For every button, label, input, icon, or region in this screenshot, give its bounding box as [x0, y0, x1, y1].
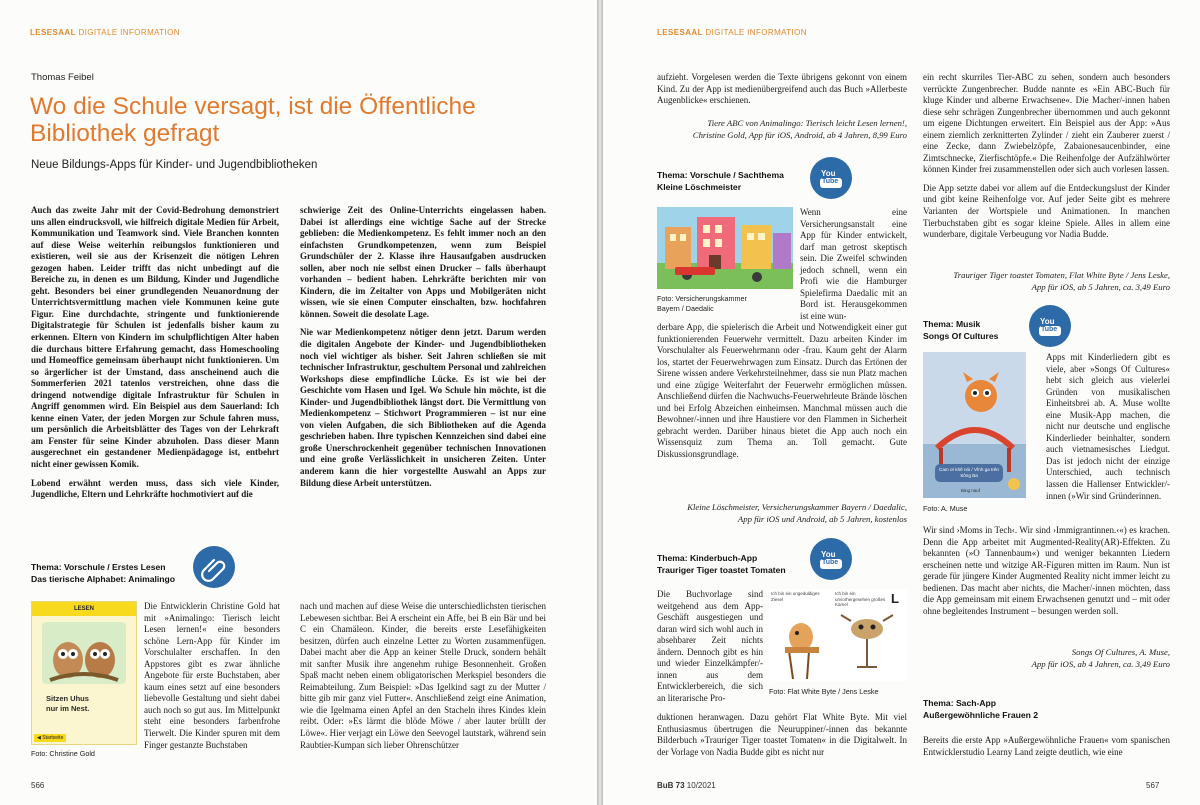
app-title: Außergewöhnliche Frauen 2 [923, 710, 1039, 720]
photo-credit: Foto: Flat White Byte / Jens Leske [769, 687, 879, 696]
app-title: Das tierische Alphabet: Animalingo [31, 574, 176, 584]
body-paragraph: ein recht skurriles Tier-ABC zu sehen, sondern auch besonders verrückte Zungenbrecher. Budde nannte es »Ein ABC-Buch für kluge Kinder und alberne Erwachsene«. Die Macher/-innen haben diese sehr schrägen Zungenbrecher übernommen und auch gekonnt um eigene Dichtungen erweitert. Ein Beispiel aus der App: »Aus einem ziemlich zerknitterten Zylinder / zieht ein Zauberer zuerst / eine Zecke, dann Zwiebelzöpfe, Zabaionesaucenbinder, eine Zimtschnecke, Zierfischtöpfe.« Die Reihenfolge der Aufzählwörter können Kinder frei zusammenstellen oder sich auch vorlesen lassen. [923, 72, 1170, 175]
running-head-right: LESESAAL DIGITALE INFORMATION [657, 28, 807, 37]
running-head-left: LESESAAL DIGITALE INFORMATION [30, 28, 180, 37]
tiger-screenshot [769, 589, 907, 681]
frauen-text: Bereits die erste App »Außergewöhnliche Frauen« vom spanischen Entwicklerstudio Learny Land zeigte deutlich, wie eine [923, 735, 1170, 757]
youtube-icon[interactable]: You Tube [810, 157, 852, 199]
link-icon [193, 546, 235, 588]
section-theme-tiger [657, 552, 786, 576]
illus-caption-right: Ich bin ein unvorhergesehen großes Kamel [835, 591, 886, 607]
owl-illustration [40, 620, 128, 686]
issue-label: BuB 73 10/2021 [657, 781, 716, 790]
loeschmeister-screenshot [657, 207, 793, 289]
app-title: Trauriger Tiger toastet Tomaten [657, 565, 786, 575]
alphabet-text-c: aufzieht. Vorgelesen werden die Texte übrigens gekonnt von einem Kind. Zu der App ist medienübergreifend auch das Buch »Allerbeste Augenblicke« erschienen. [657, 72, 907, 106]
youtube-icon[interactable]: You Tube [1029, 305, 1071, 347]
loeschmeister-text-side: Wenn eine Versicherungsanstalt eine App für Kinder entwickelt, darf man getrost skeptisch sein. Die Zweifel schwinden jedoch schnell, wenn ein Profi wie die Hamburger Spielefirma Daedalic mit an Bord ist. Herausgekommen ist eine wun- [800, 207, 907, 321]
tiger-text-side: Die Buchvorlage sind weitgehend aus dem App-Geschäft ausgestiegen und daran wird sich wohl auch in absehbarer Zeit nichts ändern. Dennoch gibt es hin und wieder Einzelkämpfer/-innen aus dem Entwicklerbereich, die sich an literarische Pro- [657, 589, 763, 703]
theme-label: Thema: Vorschule / Sachthema [657, 170, 784, 180]
illus-letter: L [891, 591, 899, 606]
intro-column-2 [300, 205, 546, 489]
animalingo-screenshot [31, 601, 137, 745]
app-meta-songs: Songs Of Cultures, A. Muse, App für iOS, ab 4 Jahren, ca. 3,49 Euro [1031, 647, 1170, 669]
section-theme-songs [923, 318, 998, 342]
theme-label: Thema: Vorschule / Erstes Lesen [31, 562, 166, 572]
intro-paragraph: Auch das zweite Jahr mit der Covid-Bedrohung demonstriert uns allen eindrucksvoll, wie hilfreich digitale Medien für Arbeit, Kommunikation und Teamwork sind. Viele Branchen konnten auf diese Weise weiterhin reibungslos funktionieren und existieren, weil sie aus der Krisenzeit die nötigen Lehren gezogen haben. Leider trifft das nicht unbedingt auf die Bereiche zu, in denen es um Bildung, Kinder und Jugendliche geht. Besonders bei einer grundlegenden Neuanordnung der Unterrichtsvermittlung machen viele Kommunen keine gute Figur. Eine durchdachte, stringente und funktionierende Digitalstrategie für Schulen ist jedenfalls bisher kaum zu erkennen. Eltern von Kindern im schulpflichtigen Alter haben die durchaus bittere Erfahrung gemacht, dass Homeschooling und Homeoffice gemeinsam überhaupt nicht funktionieren. Um so ärgerlicher ist der Umstand, dass anscheinend auch die Sommerferien 2021 tatenlos verstreichen, ohne dass die dringend notwendige digitale Infrastruktur für Schulen in Angriff genommen wird. Ein Beispiel aus dem Sauerland: Ich kenne einen Vater, der jeden Morgen zur Schule fahren muss, um persönlich die Arbeitsblätter des Tages von der Lehrkraft am Fenster für seine Kinder abzuholen. Dass dieser Mann ausgerechnet ein gestandener Medienpädagoge ist, entbehrt nicht einer gewissen Komik. [31, 205, 279, 470]
theme-label: Thema: Kinderbuch-App [657, 553, 758, 563]
author-name: Thomas Feibel [31, 72, 94, 83]
theme-label: Thema: Musik [923, 319, 981, 329]
songs-text-side: Apps mit Kinderliedern gibt es viele, aber »Songs Of Cultures« hebt sich gleich aus vielerlei Gründen von musikalischen Einheitsbrei ab. A. Muse wollte eine Musik-App machen, die nicht nur deutsche und englische Kinderlieder beinhalter, sondern auch vietnamesisches Liedgut. Das ist jedoch nicht der einzige Unterschied, auch technisch lassen die Hallenser Entwickler/-innen (»Wir sind Gründerinnen. [1046, 352, 1170, 501]
illus-footer: ◀ Startseite [34, 734, 66, 742]
illus-caption-left: Ich bin ein ungeduldiges Ziesel [771, 591, 820, 602]
intro-paragraph: Nie war Medienkompetenz nötiger denn jetzt. Darum werden die digitalen Angebote der Kinder- und Jugendbibliotheken noch viel wichtiger als bisher. Seit Jahren schließen sie mit technischer Infrastruktur, geschultem Personal und zahlreichen Workshops diese empfindliche Lücke. Es ist wie bei der Geschichte vom Hasen und Igel. Wo Schule hin möchte, ist die Kinder- und Jugendbibliothek längst dort. Die Vermittlung von Medienkompetenz – Stichwort Programmieren – ist nur eine von vielen Aufgaben, die sich Bibliotheken auf die Agenda geschrieben haben. Ihre typischen Kennzeichen sind dabei eine große Unerschrockenheit gegenüber technischen Innovationen und eine große Verlässlichkeit in unsicheren Zeiten. Unter anderem kann die hier vorgestellte Auswahl an Apps zur Bildung diese Arbeit unterstützen. [300, 327, 546, 488]
left-page [0, 0, 597, 805]
intro-paragraph: schwierige Zeit des Online-Unterrichts eingelassen haben. Dabei ist allerdings eine wichtige Sache auf der Strecke geblieben: die Medienkompetenz. Es fehlt immer noch an den einfachsten Grundkompetenzen, wenn zum Beispiel Grundschüler der 2. Klasse ihre Hausaufgaben ausdrucken sollen, aber noch nie selbst einen Drucker – falls überhaupt vorhanden – bedient haben. Lehrkräfte berichten mir von Kindern, die im Zeitalter von Apps und Mobilgeräten nicht wissen, wie sie einen Computer einschalten, bzw. hochfahren können. Soweit die desolate Lage. [300, 205, 546, 319]
section-theme-frauen [923, 697, 1038, 721]
tiger-text-full: duktionen heranwagen. Dazu gehört Flat White Byte. Mit viel Enthusiasmus übertrugen die Neuruppiner/-innen das bekannte Bilderbuch »Trauriger Tiger toastet Tomaten« in die Digitalwelt. In der Vorlage von Nadia Budde gibt es nicht nur [657, 712, 907, 757]
intro-column-1 [31, 205, 279, 501]
app-meta-loeschmeister: Kleine Löschmeister, Versicherungskammer Bayern / Daedalic, App für iOS und Android, ab 5 Jahren, kostenlos [687, 502, 907, 524]
songs-text-full: Wir sind ›Moms in Tech‹. Wir sind ›Immigrantinnen.‹«) es krachen. Denn die App arbeitet mit Augmented-Reality(AR)-Effekten. Zu bekannten (»O Tannenbaum«) und weniger bekannten Liedern erscheinen nette und witzige AR-Figuren mitten im Raum. Nun ist gerade für jüngere Kinder Augmented Reality nicht immer leicht zu bedienen. Das macht aber nichts, die Macher/-innen möchten, dass die App gemeinsam mit einem Erwachsenen genutzt und – mit oder ohne begleitendes Instrument – besungen werden soll. [923, 525, 1170, 616]
section-theme-alphabet [31, 561, 175, 585]
right-page [603, 0, 1200, 805]
page-number-left: 566 [31, 781, 45, 790]
body-paragraph: Die App setzte dabei vor allem auf die Entdeckungslust der Kinder und gibt keine Reihenfolge vor. Auf jeder Seite gibt es mehrere Varianten der Wortspiele und Animationen. In manchen Tierbuchstaben gibt es sogar kleine Spiele. Alles in allem eine wunderbare, digitale Verbeugung vor Nadia Budde. [923, 182, 1170, 240]
alphabet-text-a: Die Entwicklerin Christine Gold hat mit »Animalingo: Tierisch leicht Lesen lernen!« eine besonders schöne Lern-App für Kinder im Vorschulalter erschaffen. In den Appstores gibt es zwar ähnliche Angebote für erste Buchstaben, aber kaum eines setzt auf eine besonders liebevolle Gestaltung und sieht dabei auch noch so gut aus. Im Mittelpunkt steht eine besonders farbenfrohe Tierwelt. Die Kinder spuren mit dem Finger gestanzte Buchstaben [144, 601, 280, 750]
photo-credit: Foto: Versicherungskammer Bayern / Daedalic [657, 294, 747, 313]
app-meta-tiger: Trauriger Tiger toastet Tomaten, Flat White Byte / Jens Leske, App für iOS, ab 5 Jahren, ca. 3,49 Euro [953, 270, 1170, 292]
tiger-continuation [923, 72, 1170, 241]
photo-credit: Foto: Christine Gold [31, 749, 95, 758]
youtube-icon[interactable]: You Tube [810, 538, 852, 580]
illus-footer: Bing nauf [961, 488, 981, 493]
songs-screenshot [923, 352, 1026, 498]
illus-bubble: Cam ơi khẽ nói / Vĩnh ga trên Sông Ba [939, 467, 999, 478]
article-headline: Wo die Schule versagt, ist die Öffentliche Bibliothek gefragt [30, 93, 476, 147]
theme-label: Thema: Sach-App [923, 698, 997, 708]
intro-paragraph: Lobend erwähnt werden muss, dass sich viele Kinder, Jugendliche, Eltern und Lehrkräfte hochmotiviert auf die [31, 477, 279, 500]
illus-header: LESEN [32, 602, 136, 616]
alphabet-text-b: nach und machen auf diese Weise die unterschiedlichsten tierischen Lebewesen sichtbar. Bei A erscheint ein Affe, bei B ein Bär und bei C ein Chamäleon. Kinder, die bereits erste Lesefähigkeiten besitzen, dürfen auch einzelne Letter zu Worten zusammenfügen. Dabei macht aber die App an keiner Stelle Druck, sondern behält mit sanfter Musik ihre angenehm ruhige Besonnenheit. Großen Spaß macht neben einem obligatorischen Merkspiel besonders die Reimabteilung. Zum Beispiel: »Das Igelkind sagt zu der Mutter / bitte gib mir ganz viel Futter«. Anschließend zeigt eine Animation, wie die Igelmama einen Apfel an den Stacheln ihres Kindes klein reibt. Oder: »Es lärmt die blöde Möwe / aber lauter brüllt der Löwe«. Hier verjagt ein Löwe den Seevogel lautstark, während sein Raubtier-Kumpan sich lieber Ohrenschützer [300, 601, 546, 750]
loeschmeister-text-full: derbare App, die spielerisch die Arbeit und Notwendigkeit einer gut funktionierenden Feuerwehr vermittelt. Dazu arbeiten Kinder im Vorschulalter als Feuerwehrmann oder -frau. Kaum geht der Alarm los, startet der Feuerwehrwagen zum Einsatz. Durch das Ertönen der Sirene wissen andere Verkehrsteilnehmer, dass sie nun Platz machen und eine zügige Weiterfahrt der Feuerwehr ermöglichen müssen. Anschließend dürfen die Nachwuchs-Feuerwehrleute Brände löschen und bei Erfolg Abzeichen einheimsen. Manchmal müssen auch die Bewohner/-innen und ihre Haustiere vor den Flammen in Sicherheit gebracht werden. Darüber hinaus bietet die App auch noch ein Wissensquiz zum Thema an. Toll gemacht. Gute Diskussionsgrundlage. [657, 322, 907, 460]
app-title: Songs Of Cultures [923, 331, 999, 341]
app-meta-alphabet: Tiere ABC von Animalingo: Tierisch leicht Lesen lernen!, Christine Gold, App für iOS, Android, ab 4 Jahren, 8,99 Euro [692, 118, 907, 140]
photo-credit: Foto: A. Muse [923, 504, 968, 513]
page-number-right: 567 [1146, 781, 1160, 790]
app-title: Kleine Löschmeister [657, 182, 742, 192]
illus-sentence: Sitzen Uhus nur im Nest. [46, 694, 90, 713]
article-subheadline: Neue Bildungs-Apps für Kinder- und Jugendbibliotheken [31, 159, 318, 171]
section-theme-loeschmeister [657, 169, 784, 193]
